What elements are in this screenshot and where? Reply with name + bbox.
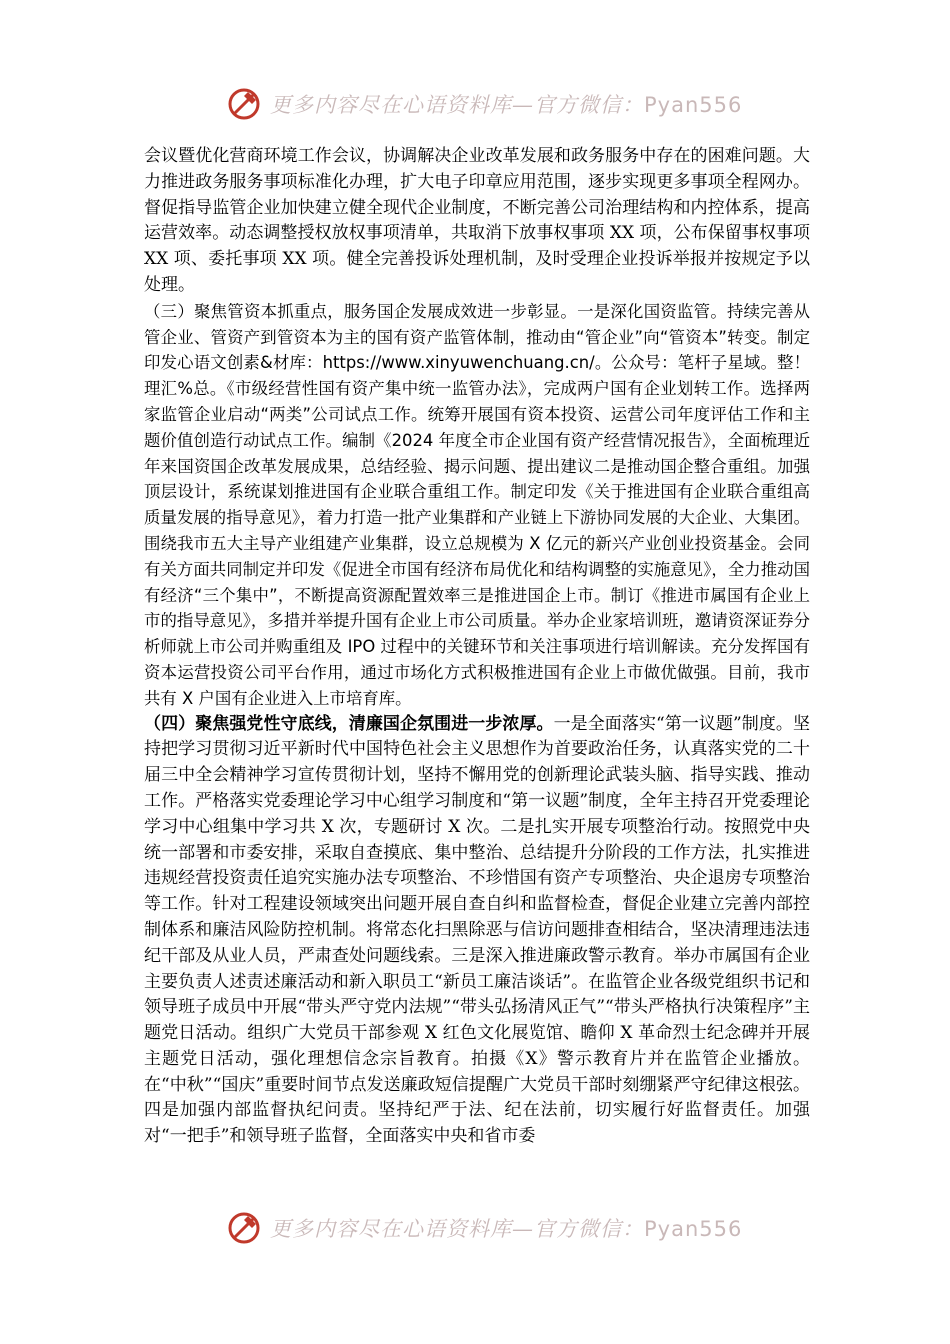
footer-watermark <box>0 1206 950 1250</box>
section-heading: （四）聚焦强党性守底线，清廉国企氛围进一步浓厚。 <box>144 713 554 734</box>
paragraph-1: 会议暨优化营商环境工作会议，协调解决企业改革发展和政务服务中存在的困难问题。大力推进政务服务事项标准化办理，扩大电子印章应用范围，逐步实现更多事项全程网办。督促指导监管企业加快建立健全现代企业制度，不断完善公司治理结构和内控体系，提高运营效率。动态调整授权放权事项清单，共取消下放事权事项 XX 项，公布保留事权事项 XX 项、委托事项 XX 项。健全完善投诉处理机制，及时受理企业投诉举报并按规定予以处理。 <box>144 146 810 295</box>
watermark-separator: — <box>512 93 534 117</box>
paragraph-3 <box>144 712 810 1151</box>
paragraph-3-body: 一是全面落实“第一议题”制度。坚持把学习贯彻习近平新时代中国特色社会主义思想作为首要政治任务，认真落实党的二十届三中全会精神学习宣传贯彻计划，坚持不懈用党的创新理论武装头脑、指导实践、推动工作。严格落实党委理论学习中心组学习制度和“第一议题”制度，全年主持召开党委理论学习中心组集中学习共 X 次，专题研讨 X 次。二是扎实开展专项整治行动。按照党中央统一部署和市委安排，采取自查摸底、集中整治、总结提升分阶段的工作方法，扎实推进违规经营投资责任追究实施办法专项整治、不珍惜国有资产专项整治、央企退房专项整治等工作。针对工程建设领域突出问题开展自查自纠和监督检查，督促企业建立完善内部控制体系和廉洁风险防控机制。将常态化扫黑除恶与信访问题排查相结合，坚决清理违法违纪干部及从业人员，严肃查处问题线索。三是深入推进廉政警示教育。举办市属国有企业主要负责人述责述廉活动和新入职员工“新员工廉洁谈话”。在监管企业各级党组织书记和领导班子成员中开展“带头严守党内法规”“带头弘扬清风正气”“带头严格执行决策程序”主题党日活动。组织广大党员干部参观 X 红色文化展览馆、瞻仰 X 革命烈士纪念碑并开展主题党日活动，强化理想信念宗旨教育。拍摄《X》警示教育片并在监管企业播放。在“中秋”“国庆”重要时间节点发送廉政短信提醒广大党员干部时刻绷紧严守纪律这根弦。四是加强内部监督执纪问责。坚持纪严于法、纪在法前，切实履行好监督责任。加强对“一把手”和领导班子监督，全面落实中央和省市委 <box>144 713 810 1147</box>
watermark-title: 更多内容尽在心语资料库 <box>270 93 512 117</box>
header-watermark <box>0 82 950 126</box>
watermark-title: 更多内容尽在心语资料库 <box>270 1217 512 1241</box>
brand-logo-icon <box>226 86 262 122</box>
brand-logo-icon <box>226 1210 262 1246</box>
watermark-suffix: 官方微信： <box>534 1217 644 1241</box>
paragraph-2: （三）聚焦管资本抓重点，服务国企发展成效进一步彰显。一是深化国资监管。持续完善从管企业、管资产到管资本为主的国有资产监管体制，推动由“管企业”向“管资本”转变。制定印发心语文创素&材库：https://www.xinyuwenchuang.cn/。公众号：笔杆子星域。整！理汇%总。《市级经营性国有资产集中统一监管办法》，完成两户国有企业划转工作。选择两家监管企业启动“两类”公司试点工作。统筹开展国有资本投资、运营公司年度评估工作和主题价值创造行动试点工作。编制《2024 年度全市企业国有资产经营情况报告》，全面梳理近年来国资国企改革发展成果，总结经验、揭示问题、提出建议二是推动国企整合重组。加强顶层设计，系统谋划推进国有企业联合重组工作。制定印发《关于推进国有企业联合重组高质量发展的指导意见》，着力打造一批产业集群和产业链上下游协同发展的大企业、大集团。围绕我市五大主导产业组建产业集群，设立总规模为 X 亿元的新兴产业创业投资基金。会同有关方面共同制定并印发《促进全市国有经济布局优化和结构调整的实施意见》，全力推动国有经济“三个集中”，不断提高资源配置效率三是推进国企上市。制订《推进市属国有企业上市的指导意见》，多措并举提升国有企业上市公司质量。举办企业家培训班，邀请资深证券分析师就上市公司并购重组及 IPO 过程中的关键环节和关注事项进行培训解读。充分发挥国有资本运营投资公司平台作用，通过市场化方式积极推进国有企业上市做优做强。目前，我市共有 X 户国有企业进入上市培育库。 <box>144 301 810 708</box>
document-body <box>144 144 810 1150</box>
watermark-text <box>270 1213 742 1243</box>
watermark-id: Pyan556 <box>644 1217 743 1241</box>
watermark-suffix: 官方微信： <box>534 93 644 117</box>
watermark-id: Pyan556 <box>644 93 743 117</box>
watermark-separator: — <box>512 1217 534 1241</box>
watermark-text <box>270 89 742 119</box>
